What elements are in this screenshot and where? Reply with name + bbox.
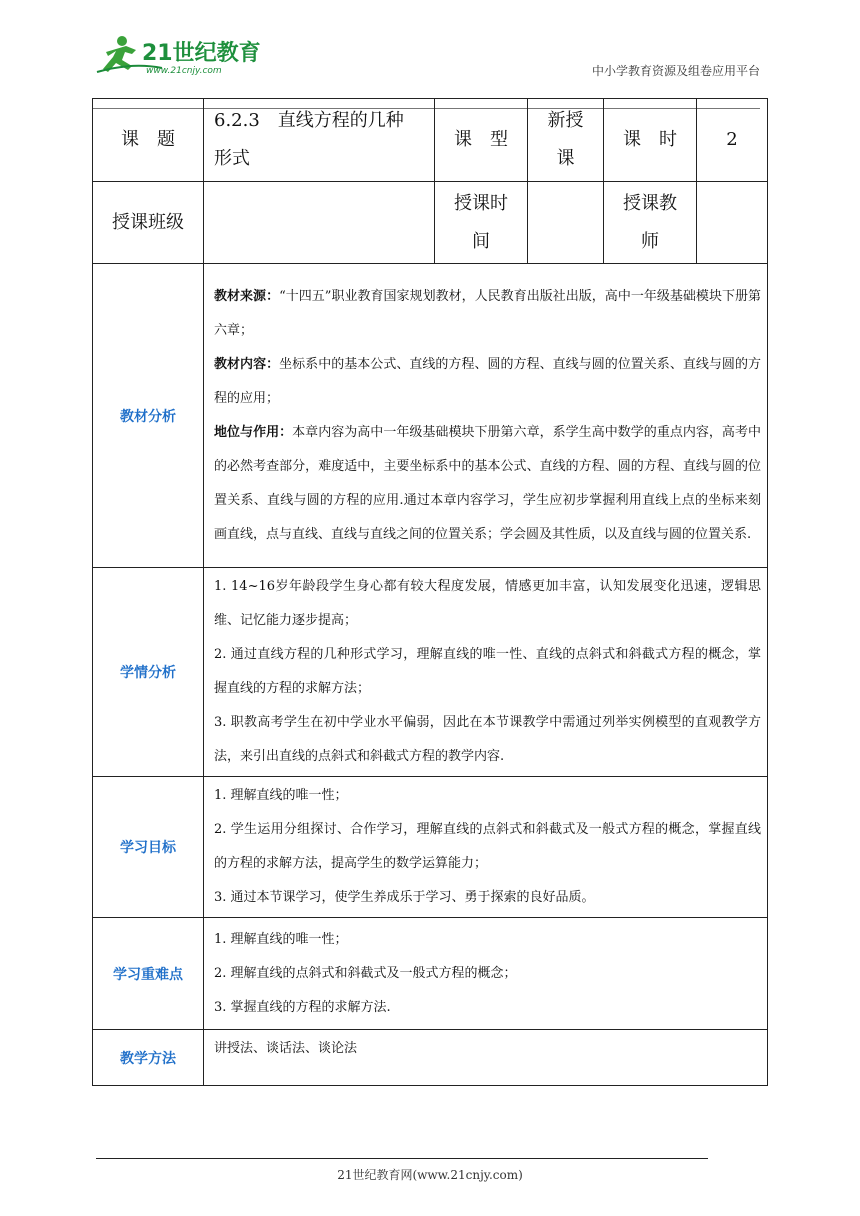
class-value-cell xyxy=(204,182,435,264)
time-label-cell xyxy=(435,182,528,264)
time-label-line2: 间 xyxy=(472,230,490,252)
students-label: 学情分析 xyxy=(93,568,204,777)
lesson-plan-table xyxy=(92,98,768,1086)
materials-content-para xyxy=(214,348,761,416)
methods-text: 讲授法、谈话法、谈论法 xyxy=(214,1041,358,1056)
materials-source xyxy=(214,280,761,348)
page-header xyxy=(92,32,760,78)
table-row-methods xyxy=(93,1030,768,1086)
objectives-content xyxy=(204,777,768,918)
time-label-line1: 授课时 xyxy=(454,192,508,214)
teacher-label-cell xyxy=(604,182,697,264)
materials-source-title: 教材来源： xyxy=(214,288,280,304)
class-label-cell xyxy=(93,182,204,264)
list-item: 2. 理解直线的点斜式和斜截式及一般式方程的概念； xyxy=(214,965,517,981)
platform-name: 中小学教育资源及组卷应用平台 xyxy=(591,64,760,78)
list-item: 3. 职教高考学生在初中学业水平偏弱，因此在本节课教学中需通过列举实例模型的直观教学方法，来引出直线的点斜式和斜截式方程的教学内容. xyxy=(214,715,761,764)
footer-text: 21世纪教育网(www.21cnjy.com) xyxy=(337,1168,523,1182)
materials-content xyxy=(204,264,768,568)
teacher-label-line2: 师 xyxy=(641,230,659,252)
students-content xyxy=(204,568,768,777)
hours-value: 2 xyxy=(726,129,738,150)
list-item: 1. 理解直线的唯一性； xyxy=(214,931,348,947)
materials-content-text: 坐标系中的基本公式、直线的方程、圆的方程、直线与圆的位置关系、直线与圆的方程的应用； xyxy=(214,356,761,406)
table-row-topic xyxy=(93,99,768,182)
table-row-key-points xyxy=(93,918,768,1030)
teacher-value-cell xyxy=(697,182,768,264)
list-item: 1. 14~16岁年龄段学生身心都有较大程度发展，情感更加丰富，认知发展变化迅速，逻辑思维、记忆能力逐步提高； xyxy=(214,579,761,628)
methods-content xyxy=(204,1030,768,1086)
materials-label: 教材分析 xyxy=(93,264,204,568)
key-points-label: 学习重难点 xyxy=(93,918,204,1030)
topic-value-line2: 形式 xyxy=(214,148,250,169)
type-value-line1: 新授 xyxy=(547,110,584,131)
table-row-objectives xyxy=(93,777,768,918)
materials-role xyxy=(214,416,761,552)
hours-value-cell xyxy=(697,99,768,182)
hours-label: 课 时 xyxy=(623,129,677,150)
topic-label: 课 题 xyxy=(121,129,175,150)
list-item: 1. 理解直线的唯一性； xyxy=(214,788,348,803)
objectives-label: 学习目标 xyxy=(93,777,204,918)
footer-divider xyxy=(96,1158,708,1159)
hours-label-cell xyxy=(604,99,697,182)
methods-label: 教学方法 xyxy=(93,1030,204,1086)
materials-role-title: 地位与作用： xyxy=(214,424,293,440)
list-item: 3. 通过本节课学习，使学生养成乐于学习、勇于探索的良好品质。 xyxy=(214,890,595,905)
table-row-materials xyxy=(93,264,768,568)
type-value-cell xyxy=(528,99,604,182)
site-logo xyxy=(92,32,262,76)
key-points-content xyxy=(204,918,768,1030)
list-item: 2. 通过直线方程的几种形式学习，理解直线的唯一性、直线的点斜式和斜截式方程的概念，掌握直线的方程的求解方法； xyxy=(214,647,761,696)
list-item: 3. 掌握直线的方程的求解方法. xyxy=(214,999,391,1015)
teacher-label-line1: 授课教 xyxy=(623,192,677,214)
type-label-cell xyxy=(435,99,528,182)
class-label: 授课班级 xyxy=(112,211,184,233)
time-value-cell xyxy=(528,182,604,264)
topic-value-line1: 6.2.3 直线方程的几种 xyxy=(214,110,404,131)
type-value-line2: 课 xyxy=(556,148,575,169)
table-row-class xyxy=(93,182,768,264)
logo-url-text: www.21cnjy.com xyxy=(146,66,222,76)
topic-label-cell xyxy=(93,99,204,182)
materials-content-title: 教材内容： xyxy=(214,356,280,372)
topic-value-cell xyxy=(204,99,435,182)
table-row-students xyxy=(93,568,768,777)
materials-source-text: “十四五”职业教育国家规划教材，人民教育出版社出版，高中一年级基础模块下册第六章； xyxy=(214,288,761,338)
materials-role-text: 本章内容为高中一年级基础模块下册第六章，系学生高中数学的重点内容，高考中的必然考查部分，难度适中，主要坐标系中的基本公式、直线的方程、圆的方程、直线与圆的位置关系、直线与圆的方程的应用.通过本章内容学习，学生应初步掌握利用直线上点的坐标来刻画直线，点与直线、直线与直线之间的位置关系；学会圆及其性质，以及直线与圆的位置关系. xyxy=(214,424,761,542)
list-item: 2. 学生运用分组探讨、合作学习，理解直线的点斜式和斜截式及一般式方程的概念，掌握直线的方程的求解方法，提高学生的数学运算能力； xyxy=(214,822,761,871)
logo-main-text: 21世纪教育 xyxy=(142,41,261,66)
type-label: 课 型 xyxy=(454,129,508,150)
